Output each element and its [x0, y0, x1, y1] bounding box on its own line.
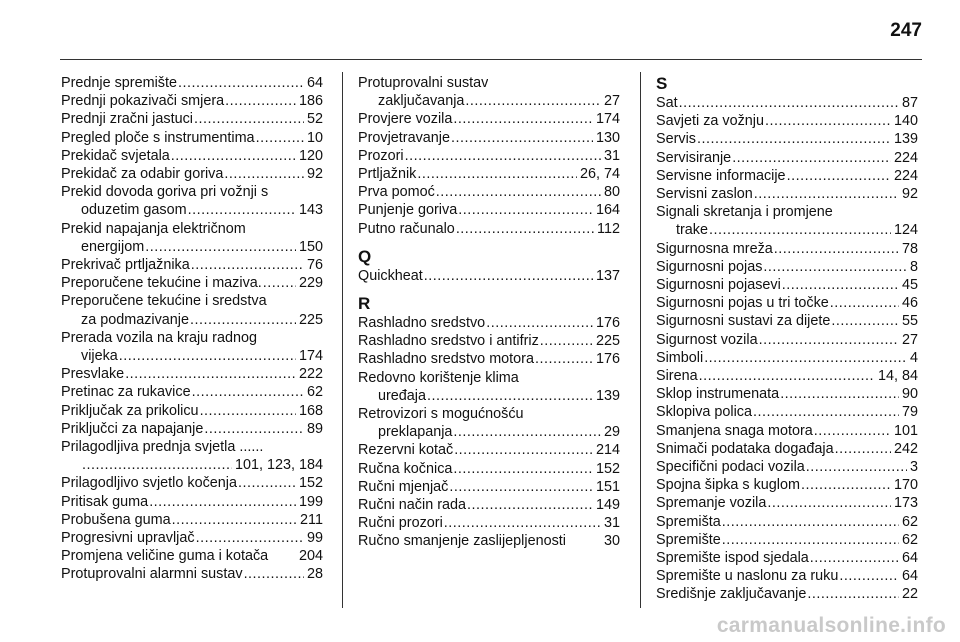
dot-leader	[806, 458, 907, 476]
entry-term: Rashladno sredstvo motora	[358, 351, 534, 368]
dot-leader	[172, 511, 297, 529]
entry-term: Promjena veličine guma i kotača	[61, 548, 269, 565]
index-entry	[61, 110, 323, 128]
entry-term: Provjere vozila	[358, 111, 453, 128]
dot-leader	[454, 441, 593, 459]
page-reference: 64	[306, 75, 323, 91]
index-entry	[61, 165, 323, 183]
page-reference: 120	[298, 147, 323, 164]
page-reference: 124	[893, 222, 918, 239]
page-reference: 139	[595, 387, 620, 404]
entry-term: Prtljažnik	[358, 166, 417, 183]
page-reference: 225	[595, 333, 620, 350]
dot-leader	[424, 267, 593, 285]
entry-term: Prilagodljivo svjetlo kočenja	[61, 475, 237, 492]
entry-term: Snimači podataka događaja	[656, 440, 834, 457]
entry-term: Specifični podaci vozila	[656, 459, 805, 476]
dot-leader	[722, 531, 899, 549]
entry-term: Protuprovalni alarmni sustav	[61, 566, 243, 583]
page-reference: 229	[298, 275, 323, 292]
entry-term: Ručna kočnica	[358, 460, 453, 477]
index-entry	[61, 292, 323, 328]
page-reference: 22	[901, 586, 918, 603]
entry-term: Spremište	[656, 531, 721, 548]
dot-leader	[149, 493, 296, 511]
entry-term: Presvlake	[61, 366, 125, 383]
index-entry	[61, 183, 323, 219]
index-entry	[61, 256, 323, 274]
dot-leader	[458, 201, 593, 219]
index-entry	[358, 110, 620, 128]
entry-term: Quickheat	[358, 267, 423, 284]
dot-leader	[787, 167, 891, 185]
dot-leader	[830, 294, 899, 312]
index-entry	[656, 385, 918, 403]
dot-leader	[782, 276, 899, 294]
dot-leader	[699, 367, 875, 385]
page-reference: 3	[909, 459, 918, 476]
page-reference: 26, 74	[579, 166, 620, 183]
watermark-logo: carmanualsonline.info	[716, 614, 946, 637]
page-reference: 46	[901, 295, 918, 312]
page-reference: 173	[893, 495, 918, 512]
dot-leader	[256, 129, 304, 147]
index-entry	[358, 314, 620, 332]
dot-leader	[225, 92, 296, 110]
dot-leader	[188, 201, 296, 219]
index-entry	[358, 74, 620, 110]
index-entry	[61, 129, 323, 147]
dot-leader	[191, 256, 304, 274]
index-entry	[656, 130, 918, 148]
index-entry	[61, 529, 323, 547]
entry-term: Prednji zračni jastuci	[61, 111, 193, 128]
entry-term: Progresivni upravljač	[61, 530, 195, 547]
page-reference: 139	[893, 131, 918, 148]
page-reference: 14, 84	[877, 368, 918, 385]
entry-term: Spremište u naslonu za ruku	[656, 568, 839, 585]
entry-term: Sigurnosna mreža	[656, 240, 773, 257]
index-entry	[656, 476, 918, 494]
index-entry	[656, 167, 918, 185]
index-entry	[358, 201, 620, 219]
dot-leader	[753, 403, 899, 421]
entry-term: Simboli	[656, 349, 704, 366]
entry-term: Sklop instrumenata	[656, 386, 780, 403]
page-reference: 101	[893, 422, 918, 439]
dot-leader	[453, 423, 601, 441]
dot-leader	[754, 185, 899, 203]
dot-leader	[759, 331, 899, 349]
entry-term: Putno računalo	[358, 220, 455, 237]
page-reference: 242	[893, 440, 918, 457]
dot-leader	[224, 165, 304, 183]
index-entry	[61, 365, 323, 383]
entry-term: oduzetim gasom	[81, 202, 187, 219]
entry-term: vijeka	[81, 348, 118, 365]
page-reference: 31	[603, 515, 620, 532]
page-reference: 55	[901, 313, 918, 330]
entry-term: Spremište ispod sjedala	[656, 550, 809, 567]
dot-leader	[451, 129, 593, 147]
index-entry	[656, 458, 918, 476]
index-entry	[61, 493, 323, 511]
entry-term: Prva pomoć	[358, 184, 435, 201]
entry-term: trake	[676, 222, 708, 239]
entry-term: Sigurnosni pojasevi	[656, 277, 781, 294]
index-entry	[656, 422, 918, 440]
dot-leader	[709, 221, 891, 239]
entry-term: Pritisak guma	[61, 493, 149, 510]
index-entry	[61, 438, 323, 474]
index-entry	[656, 294, 918, 312]
page-reference: 152	[298, 475, 323, 492]
page-reference: 186	[298, 93, 323, 110]
index-entry	[61, 474, 323, 492]
dot-leader	[763, 258, 907, 276]
index-entry	[358, 405, 620, 441]
index-entry	[61, 420, 323, 438]
page-reference: 168	[298, 402, 323, 419]
dot-leader	[178, 74, 304, 92]
index-entry	[656, 494, 918, 512]
index-entry	[358, 514, 620, 532]
page-reference: 76	[306, 257, 323, 274]
entry-term: Prednje spremište	[61, 75, 177, 91]
page-reference: 4	[909, 349, 918, 366]
index-entry	[61, 402, 323, 420]
index-entry	[358, 267, 620, 285]
index-entry	[656, 403, 918, 421]
page-reference: 79	[901, 404, 918, 421]
page-reference: 92	[306, 166, 323, 183]
entry-term: Rashladno sredstvo	[358, 315, 486, 332]
page-reference: 64	[901, 568, 918, 585]
index-entry	[656, 149, 918, 167]
dot-leader	[780, 385, 899, 403]
entry-term: Spremišta	[656, 513, 721, 530]
page-reference: 130	[595, 129, 620, 146]
page-reference: 174	[298, 348, 323, 365]
page-reference: 87	[901, 95, 918, 111]
page-reference: 204	[298, 548, 323, 565]
dot-leader	[765, 112, 891, 130]
entry-term: energijom	[81, 238, 145, 255]
entry-term: Preporučene tekućine i maziva.	[61, 275, 262, 292]
entry-term: Prozori	[358, 147, 404, 164]
entry-term: Pregled ploče s instrumentima	[61, 129, 255, 146]
entry-term: Prekidač za odabir goriva	[61, 166, 224, 183]
entry-term: Servis	[656, 131, 696, 148]
page-reference: 151	[595, 478, 620, 495]
dot-leader	[831, 312, 899, 330]
entry-term: Pretinac za rukavice	[61, 384, 191, 401]
dot-leader	[449, 478, 593, 496]
section-letter: R	[358, 294, 371, 314]
page-reference: 174	[595, 111, 620, 128]
page-reference: 143	[298, 202, 323, 219]
column-divider	[342, 72, 343, 608]
entry-term: Sat	[656, 95, 678, 111]
dot-leader	[540, 332, 593, 350]
entry-term: Sigurnosni pojas	[656, 258, 763, 275]
index-entry	[358, 332, 620, 350]
dot-leader	[774, 240, 899, 258]
entry-term: Središnje zaključavanje	[656, 586, 807, 603]
section-letter: Q	[358, 246, 372, 266]
entry-term: Prilagodljiva prednja svjetla ......	[61, 439, 264, 456]
page-reference: 45	[901, 277, 918, 294]
index-entry	[358, 147, 620, 165]
dot-leader	[467, 496, 593, 514]
dot-leader	[427, 387, 593, 405]
page-reference: 30	[603, 533, 620, 550]
entry-term: Prekid dovoda goriva pri vožnji s	[61, 184, 269, 201]
dot-leader	[145, 238, 296, 256]
page-reference: 62	[901, 513, 918, 530]
entry-term: Rezervni kotač	[358, 442, 454, 459]
index-entry	[358, 165, 620, 183]
page-reference: 211	[300, 511, 323, 528]
index-entry	[656, 549, 918, 567]
page-reference: 137	[595, 267, 620, 284]
entry-term: Priključak za prikolicu	[61, 402, 199, 419]
page-reference: 150	[298, 238, 323, 255]
page-reference: 224	[893, 149, 918, 166]
entry-term: Rashladno sredstvo i antifriz	[358, 333, 539, 350]
dot-leader	[456, 220, 594, 238]
entry-term: Sigurnosni sustavi za dijete	[656, 313, 831, 330]
page-reference: 52	[306, 111, 323, 128]
page-reference: 28	[306, 566, 323, 583]
index-entry	[61, 511, 323, 529]
entry-term: Sirena	[656, 368, 698, 385]
page-reference: 92	[901, 186, 918, 203]
index-entry	[656, 513, 918, 531]
section-letter: S	[656, 74, 668, 93]
page-reference: 78	[901, 240, 918, 257]
page-number: 247	[890, 20, 922, 41]
entry-term: Prekidač svjetala	[61, 147, 170, 164]
page-reference: 149	[595, 497, 620, 514]
dot-leader	[465, 92, 601, 110]
dot-leader	[405, 147, 601, 165]
page-reference: 214	[595, 442, 620, 459]
index-entry	[358, 183, 620, 201]
header-rule	[60, 59, 922, 60]
index-column-3	[656, 74, 918, 604]
page-reference: 170	[893, 477, 918, 494]
index-entry	[358, 532, 620, 550]
dot-leader	[807, 585, 899, 603]
entry-term: Ručni prozori	[358, 515, 443, 532]
page-reference: 224	[893, 167, 918, 184]
entry-term: Sigurnost vozila	[656, 331, 758, 348]
page-reference: 222	[298, 366, 323, 383]
dot-leader	[697, 130, 891, 148]
dot-leader	[535, 350, 593, 368]
index-entry	[656, 240, 918, 258]
page-reference: 64	[901, 550, 918, 567]
entry-term: Punjenje goriva	[358, 202, 458, 219]
page-reference: 199	[298, 493, 323, 510]
entry-term: zaključavanja	[378, 93, 465, 110]
page-reference: 164	[595, 202, 620, 219]
dot-leader	[801, 476, 891, 494]
entry-term: Ručni mjenjač	[358, 478, 449, 495]
index-entry	[656, 94, 918, 112]
index-entry	[61, 383, 323, 401]
page-reference: 225	[298, 311, 323, 328]
entry-term: Ručno smanjenje zaslijepljenosti	[358, 533, 566, 550]
index-entry	[656, 585, 918, 603]
dot-leader	[204, 420, 304, 438]
page-reference: 31	[603, 147, 620, 164]
index-entry	[656, 258, 918, 276]
entry-term: Probušena guma	[61, 511, 171, 528]
index-entry	[61, 74, 323, 92]
entry-term: Spremanje vozila	[656, 495, 767, 512]
entry-term: Savjeti za vožnju	[656, 113, 764, 130]
index-entry	[358, 350, 620, 368]
page-reference: 99	[306, 530, 323, 547]
dot-leader	[679, 94, 899, 112]
dot-leader	[263, 274, 296, 292]
page-reference: 62	[901, 531, 918, 548]
index-entry	[358, 478, 620, 496]
entry-term: Servisni zaslon	[656, 186, 753, 203]
page-reference: 176	[595, 351, 620, 368]
page-reference: 90	[901, 386, 918, 403]
index-entry	[656, 349, 918, 367]
index-entry	[61, 274, 323, 292]
page-reference: 10	[306, 129, 323, 146]
entry-term: Prednji pokazivači smjera	[61, 93, 225, 110]
entry-term: Spojna šipka s kuglom	[656, 477, 800, 494]
index-entry	[358, 129, 620, 147]
page-reference: 140	[893, 113, 918, 130]
entry-term: preklapanja	[378, 424, 453, 441]
index-entry	[656, 367, 918, 385]
dot-leader	[200, 402, 296, 420]
dot-leader	[194, 110, 304, 128]
index-entry	[61, 220, 323, 256]
dot-leader	[810, 549, 899, 567]
dot-leader	[190, 311, 296, 329]
index-entry	[358, 369, 620, 405]
page-reference: 29	[603, 424, 620, 441]
page-reference: 80	[603, 184, 620, 201]
dot-leader	[244, 565, 304, 583]
index-entry	[656, 112, 918, 130]
entry-term: Prerada vozila na kraju radnog	[61, 329, 257, 346]
page-reference: 27	[603, 93, 620, 110]
page-reference: 176	[595, 315, 620, 332]
index-entry	[358, 441, 620, 459]
entry-term: Servisne informacije	[656, 167, 786, 184]
entry-term: Preporučene tekućine i sredstva	[61, 293, 267, 310]
entry-term: Redovno korištenje klima	[358, 369, 519, 386]
index-entry	[656, 312, 918, 330]
index-entry	[61, 147, 323, 165]
index-entry	[656, 440, 918, 458]
dot-leader	[444, 514, 601, 532]
dot-leader	[839, 567, 899, 585]
page-reference: 152	[595, 460, 620, 477]
dot-leader	[704, 349, 907, 367]
page-reference: 101, 123, 184	[234, 457, 323, 474]
page-reference: 8	[909, 258, 918, 275]
dot-leader	[196, 529, 304, 547]
index-entry	[61, 329, 323, 365]
page-reference: 89	[306, 420, 323, 437]
index-column-2	[358, 74, 620, 551]
entry-term: Ručni način rada	[358, 497, 466, 514]
entry-term: Signali skretanja i promjene	[656, 204, 833, 221]
index-entry	[656, 331, 918, 349]
index-column-1	[61, 74, 323, 584]
index-entry	[656, 276, 918, 294]
dot-leader	[732, 149, 891, 167]
entry-term: Sigurnosni pojas u tri točke	[656, 295, 829, 312]
dot-leader	[119, 347, 296, 365]
dot-leader	[835, 440, 891, 458]
dot-leader	[82, 456, 232, 474]
entry-term: Provjetravanje	[358, 129, 450, 146]
index-entry	[656, 567, 918, 585]
entry-term: Prekid napajanja električnom	[61, 220, 246, 237]
dot-leader	[814, 422, 891, 440]
page-reference: 112	[597, 220, 620, 237]
index-entry	[656, 531, 918, 549]
entry-term: Priključci za napajanje	[61, 420, 204, 437]
dot-leader	[453, 110, 593, 128]
entry-term: Servisiranje	[656, 149, 732, 166]
entry-term: Smanjena snaga motora	[656, 422, 813, 439]
dot-leader	[125, 365, 296, 383]
index-entry	[61, 92, 323, 110]
entry-term: Prekrivač prtljažnika	[61, 257, 190, 274]
dot-leader	[722, 513, 899, 531]
entry-term: uređaja	[378, 387, 427, 404]
column-divider	[640, 72, 641, 608]
entry-term: Retrovizori s mogućnošću	[358, 406, 524, 423]
dot-leader	[171, 147, 296, 165]
entry-term: za podmazivanje	[81, 311, 189, 328]
page-reference: 62	[306, 384, 323, 401]
index-entry	[358, 460, 620, 478]
index-entry	[358, 496, 620, 514]
index-entry	[61, 547, 323, 565]
dot-leader	[453, 460, 593, 478]
index-entry	[656, 185, 918, 203]
dot-leader	[486, 314, 593, 332]
entry-term: Protuprovalni sustav	[358, 75, 489, 91]
index-entry	[656, 203, 918, 239]
index-entry	[61, 565, 323, 583]
dot-leader	[417, 165, 577, 183]
dot-leader	[436, 183, 601, 201]
entry-term: Sklopiva polica	[656, 404, 752, 421]
index-entry	[358, 220, 620, 238]
dot-leader	[192, 383, 304, 401]
dot-leader	[238, 474, 296, 492]
dot-leader	[767, 494, 891, 512]
page-reference: 27	[901, 331, 918, 348]
